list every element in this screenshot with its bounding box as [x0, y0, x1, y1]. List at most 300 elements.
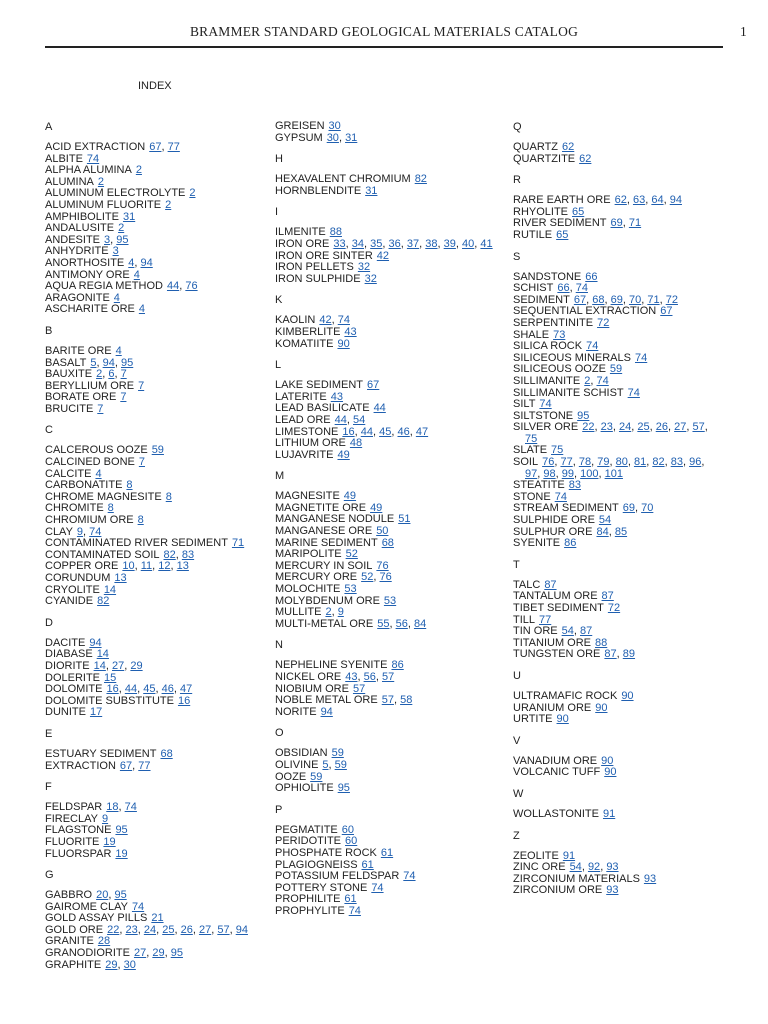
page-link[interactable]: 57 [381, 671, 395, 683]
page-link[interactable]: 72 [665, 293, 678, 306]
page-link[interactable]: 94 [320, 705, 333, 718]
page-link[interactable]: 10 [122, 560, 135, 573]
page-link[interactable]: 70 [641, 502, 654, 515]
entry-term: GYPSUM [275, 131, 323, 144]
page-link[interactable]: 74 [586, 340, 599, 353]
page-link[interactable]: 54 [569, 861, 582, 874]
page-link[interactable]: 94 [102, 356, 115, 369]
page-link[interactable]: 50 [376, 525, 389, 538]
entry-pages: 57, 58 [381, 694, 413, 707]
index-section [45, 728, 265, 772]
index-entry [275, 380, 505, 392]
entry-pages [398, 513, 410, 525]
page-link[interactable]: 84 [413, 617, 427, 630]
page-link[interactable]: 35 [370, 237, 383, 250]
page-link[interactable]: 42 [319, 314, 332, 327]
page-link[interactable]: 31 [122, 210, 136, 223]
page-link[interactable]: 9 [101, 812, 109, 825]
page-link[interactable]: 61 [361, 858, 374, 871]
page-link[interactable]: 43 [344, 325, 357, 338]
page-link[interactable]: 74 [627, 386, 640, 399]
page-link[interactable]: 87 [580, 625, 593, 638]
entry-pages [585, 271, 597, 283]
entry-term: SEQUENTIAL EXTRACTION [513, 305, 657, 318]
page-link[interactable]: 45 [143, 683, 156, 696]
index-entry [45, 707, 265, 719]
page-link[interactable]: 76 [379, 571, 392, 584]
entry-term: ALUMINA [45, 175, 94, 188]
page-link[interactable]: 68 [160, 747, 173, 760]
page-link[interactable]: 54 [561, 625, 574, 638]
entry-pages [365, 273, 377, 285]
page-link[interactable]: 56 [363, 671, 376, 683]
page-link[interactable]: 5 [90, 356, 97, 369]
page-link[interactable]: 62 [562, 141, 575, 153]
page-link[interactable]: 57 [381, 694, 394, 707]
page-link[interactable]: 18 [106, 801, 119, 814]
entry-term: OLIVINE [275, 758, 319, 771]
entry-term: QUARTZ [513, 141, 559, 153]
page-link[interactable]: 97 [525, 467, 538, 480]
page-link[interactable]: 53 [383, 594, 397, 607]
section-letter: F [45, 781, 52, 794]
page-link[interactable]: 16 [177, 694, 191, 707]
page-link[interactable]: 49 [337, 448, 350, 461]
page-link[interactable]: 81 [633, 456, 647, 469]
page-link[interactable]: 74 [86, 152, 100, 165]
page-link[interactable]: 56 [395, 617, 408, 630]
page-link[interactable]: 13 [176, 560, 189, 573]
page-link[interactable]: 39 [443, 237, 456, 250]
page-link[interactable]: 14 [93, 659, 106, 672]
page-link[interactable]: 51 [398, 513, 411, 526]
page-link[interactable]: 19 [115, 847, 128, 860]
page-link[interactable]: 8 [126, 479, 133, 492]
index-entry [45, 369, 265, 381]
page-link[interactable]: 61 [344, 893, 357, 906]
index-entry [45, 749, 265, 761]
entry-pages: 5, 59 [322, 758, 347, 771]
entry-pages [371, 882, 383, 894]
page-link[interactable]: 70 [628, 293, 642, 306]
page-link[interactable]: 44 [124, 683, 138, 696]
entry-term: SILLIMANITE SCHIST [513, 386, 624, 399]
page-link[interactable]: 90 [604, 766, 617, 779]
page-link[interactable]: 6 [108, 368, 115, 381]
page-link[interactable]: 2 [97, 175, 105, 188]
page-link[interactable]: 5 [322, 758, 329, 771]
page-link[interactable]: 7 [138, 456, 145, 469]
entry-pages [370, 502, 382, 514]
entry-term: PROPHYLITE [275, 904, 345, 917]
index-entry [45, 837, 265, 849]
entry-term: CYANIDE [45, 595, 94, 608]
page-link[interactable]: 24 [143, 923, 157, 936]
page-link[interactable]: 74 [348, 904, 361, 917]
page-link[interactable]: 25 [162, 923, 175, 936]
index-entry [513, 422, 743, 445]
page-link[interactable]: 99 [561, 467, 574, 480]
page-link[interactable]: 9 [337, 606, 344, 619]
page-link[interactable]: 86 [391, 659, 404, 672]
page-link[interactable]: 95 [577, 409, 590, 422]
page-link[interactable]: 20 [96, 889, 109, 902]
page-link[interactable]: 46 [397, 425, 410, 438]
page-link[interactable]: 4 [113, 291, 120, 304]
page-link[interactable]: 59 [151, 444, 164, 457]
page-link[interactable]: 94 [89, 636, 102, 649]
entry-pages [337, 338, 349, 350]
page-link[interactable]: 7 [138, 379, 145, 392]
page-link[interactable]: 21 [151, 912, 164, 925]
page-link[interactable]: 69 [622, 502, 635, 515]
entry-term: WOLLASTONITE [513, 807, 599, 820]
page-link[interactable]: 74 [131, 900, 145, 913]
page-link[interactable]: 90 [337, 337, 350, 350]
page-link[interactable]: 67 [149, 141, 162, 153]
entry-pages [595, 637, 607, 649]
page-link[interactable]: 78 [578, 456, 592, 469]
page-link[interactable]: 93 [606, 884, 619, 897]
page-link[interactable]: 46 [161, 683, 174, 696]
index-entry [275, 871, 505, 883]
page-link[interactable]: 32 [357, 261, 371, 274]
entry-term: BARITE ORE [45, 344, 112, 357]
page-link[interactable]: 83 [181, 548, 195, 561]
page-link[interactable]: 15 [104, 671, 117, 684]
page-link[interactable]: 74 [337, 314, 350, 327]
page-link[interactable]: 3 [112, 245, 119, 258]
page-link[interactable]: 4 [138, 303, 145, 316]
page-link[interactable]: 43 [345, 671, 358, 683]
page-link[interactable]: 31 [365, 184, 378, 197]
page-link[interactable]: 66 [585, 270, 598, 283]
page-link[interactable]: 22 [582, 421, 595, 434]
page-link[interactable]: 19 [103, 835, 116, 848]
page-link[interactable]: 74 [89, 525, 102, 538]
page-link[interactable]: 13 [114, 572, 127, 584]
page-link[interactable]: 7 [120, 391, 127, 404]
page-link[interactable]: 83 [670, 456, 683, 469]
page-link[interactable]: 54 [598, 514, 612, 527]
page-link[interactable]: 44 [373, 402, 386, 415]
page-link[interactable]: 60 [345, 835, 358, 848]
page-link[interactable]: 28 [97, 935, 111, 948]
page-link[interactable]: 30 [123, 958, 136, 971]
page-link[interactable]: 27 [198, 923, 212, 936]
entry-term: SYENITE [513, 537, 561, 550]
page-link[interactable]: 32 [364, 272, 377, 285]
entry-term: CARBONATITE [45, 479, 123, 492]
page-link[interactable]: 57 [217, 923, 230, 936]
page-link[interactable]: 2 [135, 164, 142, 177]
page-link[interactable]: 33 [333, 237, 346, 250]
index-section [275, 727, 505, 794]
page-link[interactable]: 94 [669, 194, 682, 207]
entry-term: ESTUARY SEDIMENT [45, 747, 157, 760]
page-link[interactable]: 74 [596, 374, 609, 387]
page-link[interactable]: 98 [543, 467, 556, 480]
page-link[interactable]: 17 [89, 706, 103, 719]
page-link[interactable]: 49 [343, 490, 357, 503]
page-link[interactable]: 23 [600, 421, 613, 434]
entry-pages [132, 901, 144, 913]
page-link[interactable]: 30 [326, 131, 339, 144]
page-link[interactable]: 59 [331, 747, 344, 760]
page-link[interactable]: 100 [580, 467, 599, 480]
page-link[interactable]: 4 [115, 344, 122, 357]
page-link[interactable]: 76 [376, 559, 389, 572]
page-link[interactable]: 95 [170, 947, 183, 960]
page-link[interactable]: 53 [344, 583, 357, 596]
page-link[interactable]: 9 [76, 525, 84, 538]
page-link[interactable]: 68 [381, 536, 394, 549]
index-section [45, 869, 265, 971]
page-link[interactable]: 49 [370, 501, 383, 514]
page-link[interactable]: 2 [96, 368, 103, 381]
entry-term: CALCITE [45, 467, 92, 480]
index-entry [45, 890, 265, 902]
page-link[interactable]: 59 [334, 758, 347, 771]
entry-pages [139, 303, 145, 315]
index-section [45, 424, 265, 607]
page-link[interactable]: 74 [124, 801, 137, 814]
page-link[interactable]: 64 [651, 194, 664, 207]
entry-term: TIBET SEDIMENT [513, 602, 604, 614]
page-link[interactable]: 95 [337, 782, 350, 795]
page-link[interactable]: 71 [231, 537, 245, 550]
page-link[interactable]: 29 [152, 947, 165, 960]
page-link[interactable]: 87 [604, 648, 617, 661]
page-link[interactable]: 91 [562, 849, 576, 862]
page-link[interactable]: 69 [610, 293, 623, 306]
page-link[interactable]: 76 [185, 280, 198, 293]
page-link[interactable]: 2 [189, 187, 196, 200]
entry-term: TILL [513, 613, 536, 626]
entry-term: FIRECLAY [45, 812, 98, 825]
entry-term: BAUXITE [45, 368, 93, 381]
page-link[interactable]: 37 [406, 237, 420, 250]
page-link[interactable]: 58 [400, 694, 413, 707]
page-link[interactable]: 24 [618, 421, 632, 434]
page-link[interactable]: 16 [106, 683, 119, 696]
page-link[interactable]: 82 [652, 456, 665, 469]
page-link[interactable]: 77 [167, 141, 180, 153]
page-link[interactable]: 61 [380, 846, 394, 859]
page-link[interactable]: 27 [133, 947, 147, 960]
entry-pages [310, 771, 322, 783]
page-link[interactable]: 29 [130, 659, 143, 672]
page-link[interactable]: 57 [692, 421, 705, 434]
page-link[interactable]: 67 [119, 759, 133, 772]
page-link[interactable]: 11 [140, 560, 153, 573]
page-link[interactable]: 73 [553, 328, 566, 341]
page-link[interactable]: 80 [615, 456, 628, 469]
page-link[interactable]: 91 [602, 807, 616, 820]
index-entry [45, 304, 265, 316]
page-link[interactable]: 95 [115, 824, 128, 837]
entry-term: KAOLIN [275, 314, 316, 327]
page-link[interactable]: 88 [595, 636, 608, 649]
page-link[interactable]: 7 [97, 402, 104, 415]
page-link[interactable]: 90 [621, 689, 634, 702]
page-link[interactable]: 66 [557, 282, 570, 295]
page-link[interactable]: 67 [573, 293, 587, 306]
page-link[interactable]: 2 [584, 374, 591, 387]
index-section [275, 804, 505, 918]
page-link[interactable]: 95 [114, 889, 127, 902]
page-link[interactable]: 8 [165, 490, 172, 503]
page-link[interactable]: 31 [345, 131, 358, 144]
page-link[interactable]: 27 [112, 659, 125, 672]
page-link[interactable]: 75 [525, 432, 538, 445]
page-link[interactable]: 52 [345, 548, 358, 561]
page-link[interactable]: 69 [610, 217, 623, 230]
entry-term: CONTAMINATED RIVER SEDIMENT [45, 537, 228, 550]
page-link[interactable]: 75 [551, 444, 564, 457]
page-link[interactable]: 82 [163, 548, 176, 561]
page-link[interactable]: 86 [564, 537, 577, 550]
page-link[interactable]: 71 [647, 293, 660, 306]
page-link[interactable]: 47 [415, 425, 429, 438]
page-link[interactable]: 74 [554, 490, 567, 503]
entry-term: CHROMITE [45, 502, 104, 515]
page-link[interactable]: 90 [595, 701, 608, 714]
page-link[interactable]: 93 [643, 872, 657, 885]
page-link[interactable]: 88 [329, 226, 342, 239]
page-link[interactable]: 76 [542, 456, 555, 469]
page-link[interactable]: 93 [606, 861, 619, 874]
page-link[interactable]: 72 [607, 602, 621, 614]
page-link[interactable]: 4 [133, 268, 140, 281]
page-link[interactable]: 12 [158, 560, 171, 573]
page-link[interactable]: 90 [601, 754, 614, 767]
page-link[interactable]: 92 [587, 861, 601, 874]
entry-term: VANADIUM ORE [513, 754, 598, 767]
page-link[interactable]: 62 [579, 152, 592, 165]
page-link[interactable]: 87 [544, 578, 557, 591]
entry-term: LIMESTONE [275, 425, 339, 438]
page-link[interactable]: 67 [660, 305, 673, 318]
entry-term: GRANODIORITE [45, 947, 130, 960]
entry-term: BASALT [45, 356, 87, 369]
page-link[interactable]: 45 [379, 425, 392, 438]
page-link[interactable]: 79 [597, 456, 610, 469]
page-link[interactable]: 59 [609, 363, 623, 376]
page-link[interactable]: 71 [628, 217, 642, 230]
page-link[interactable]: 87 [601, 590, 614, 603]
page-link[interactable]: 16 [342, 425, 355, 438]
page-link[interactable]: 29 [105, 958, 118, 971]
page-link[interactable]: 14 [103, 583, 117, 596]
page-link[interactable]: 94 [140, 256, 153, 269]
page-link[interactable]: 26 [180, 923, 193, 936]
entry-pages: 52, 76 [361, 571, 392, 584]
page-link[interactable]: 72 [597, 316, 610, 329]
page-link[interactable]: 44 [334, 413, 347, 426]
page-link[interactable]: 77 [560, 456, 573, 469]
page-link[interactable]: 44 [166, 280, 180, 293]
page-link[interactable]: 65 [556, 228, 569, 241]
page-link[interactable]: 82 [414, 173, 427, 186]
page-link[interactable]: 90 [556, 713, 569, 726]
page-link[interactable]: 57 [352, 682, 366, 695]
index-entry [275, 450, 505, 462]
page-link[interactable]: 101 [604, 467, 623, 480]
page-link[interactable]: 38 [425, 237, 438, 250]
entry-pages [586, 340, 598, 352]
entry-term: SEDIMENT [513, 293, 570, 306]
page-link[interactable]: 23 [125, 923, 138, 936]
page-link[interactable]: 7 [120, 368, 127, 381]
page-link[interactable]: 48 [349, 437, 363, 450]
page-link[interactable]: 14 [96, 648, 109, 661]
page-link[interactable]: 47 [179, 683, 193, 696]
entry-term: STREAM SEDIMENT [513, 502, 619, 515]
page-link[interactable]: 60 [341, 823, 354, 836]
page-link[interactable]: 52 [361, 571, 374, 584]
entry-term: RHYOLITE [513, 205, 569, 218]
page-link[interactable]: 2 [325, 606, 332, 619]
page-link[interactable]: 82 [97, 595, 110, 608]
page-link[interactable]: 77 [138, 759, 151, 772]
page-link[interactable]: 42 [376, 249, 390, 262]
page-link[interactable]: 2 [118, 222, 125, 235]
page-link[interactable]: 94 [235, 923, 248, 936]
page-link[interactable]: 89 [622, 648, 636, 661]
page-link[interactable]: 74 [403, 870, 416, 883]
page-link[interactable]: 41 [480, 237, 493, 250]
page-link[interactable]: 62 [614, 194, 627, 207]
page-link[interactable]: 27 [674, 421, 687, 434]
entry-term: PERIDOTITE [275, 835, 342, 848]
page-link[interactable]: 84 [596, 525, 609, 538]
page-link[interactable]: 26 [655, 421, 668, 434]
page-link[interactable]: 59 [310, 770, 323, 783]
page-link[interactable]: 8 [107, 502, 114, 515]
page-link[interactable]: 85 [614, 525, 628, 538]
page-link[interactable]: 55 [377, 617, 390, 630]
page-link[interactable]: 95 [121, 356, 134, 369]
page-link[interactable]: 22 [107, 923, 120, 936]
page-link[interactable]: 95 [116, 233, 129, 246]
page-link[interactable]: 4 [128, 256, 135, 269]
page-link[interactable]: 65 [572, 205, 585, 218]
page-link[interactable]: 54 [353, 413, 366, 426]
page-link[interactable]: 4 [95, 467, 102, 480]
page-link[interactable]: 96 [689, 456, 702, 469]
page-link[interactable]: 8 [137, 514, 144, 527]
page-link[interactable]: 74 [634, 351, 648, 364]
page-link[interactable]: 43 [330, 390, 344, 403]
page-link[interactable]: 77 [539, 613, 552, 626]
page-link[interactable]: 40 [462, 237, 475, 250]
page-link[interactable]: 74 [539, 398, 552, 411]
page-link[interactable]: 74 [575, 282, 588, 295]
page-link[interactable]: 34 [351, 237, 365, 250]
page-link[interactable]: 25 [637, 421, 650, 434]
page-link[interactable]: 44 [360, 425, 373, 438]
page-link[interactable]: 2 [165, 198, 172, 211]
page-link[interactable]: 67 [367, 379, 380, 392]
page-link[interactable]: 83 [568, 479, 581, 492]
page-link[interactable]: 30 [328, 120, 341, 132]
page-link[interactable]: 68 [592, 293, 605, 306]
page-link[interactable]: 63 [632, 194, 646, 207]
page-link[interactable]: 74 [371, 881, 384, 894]
page-link[interactable]: 3 [104, 233, 111, 246]
page-link[interactable]: 36 [388, 237, 401, 250]
